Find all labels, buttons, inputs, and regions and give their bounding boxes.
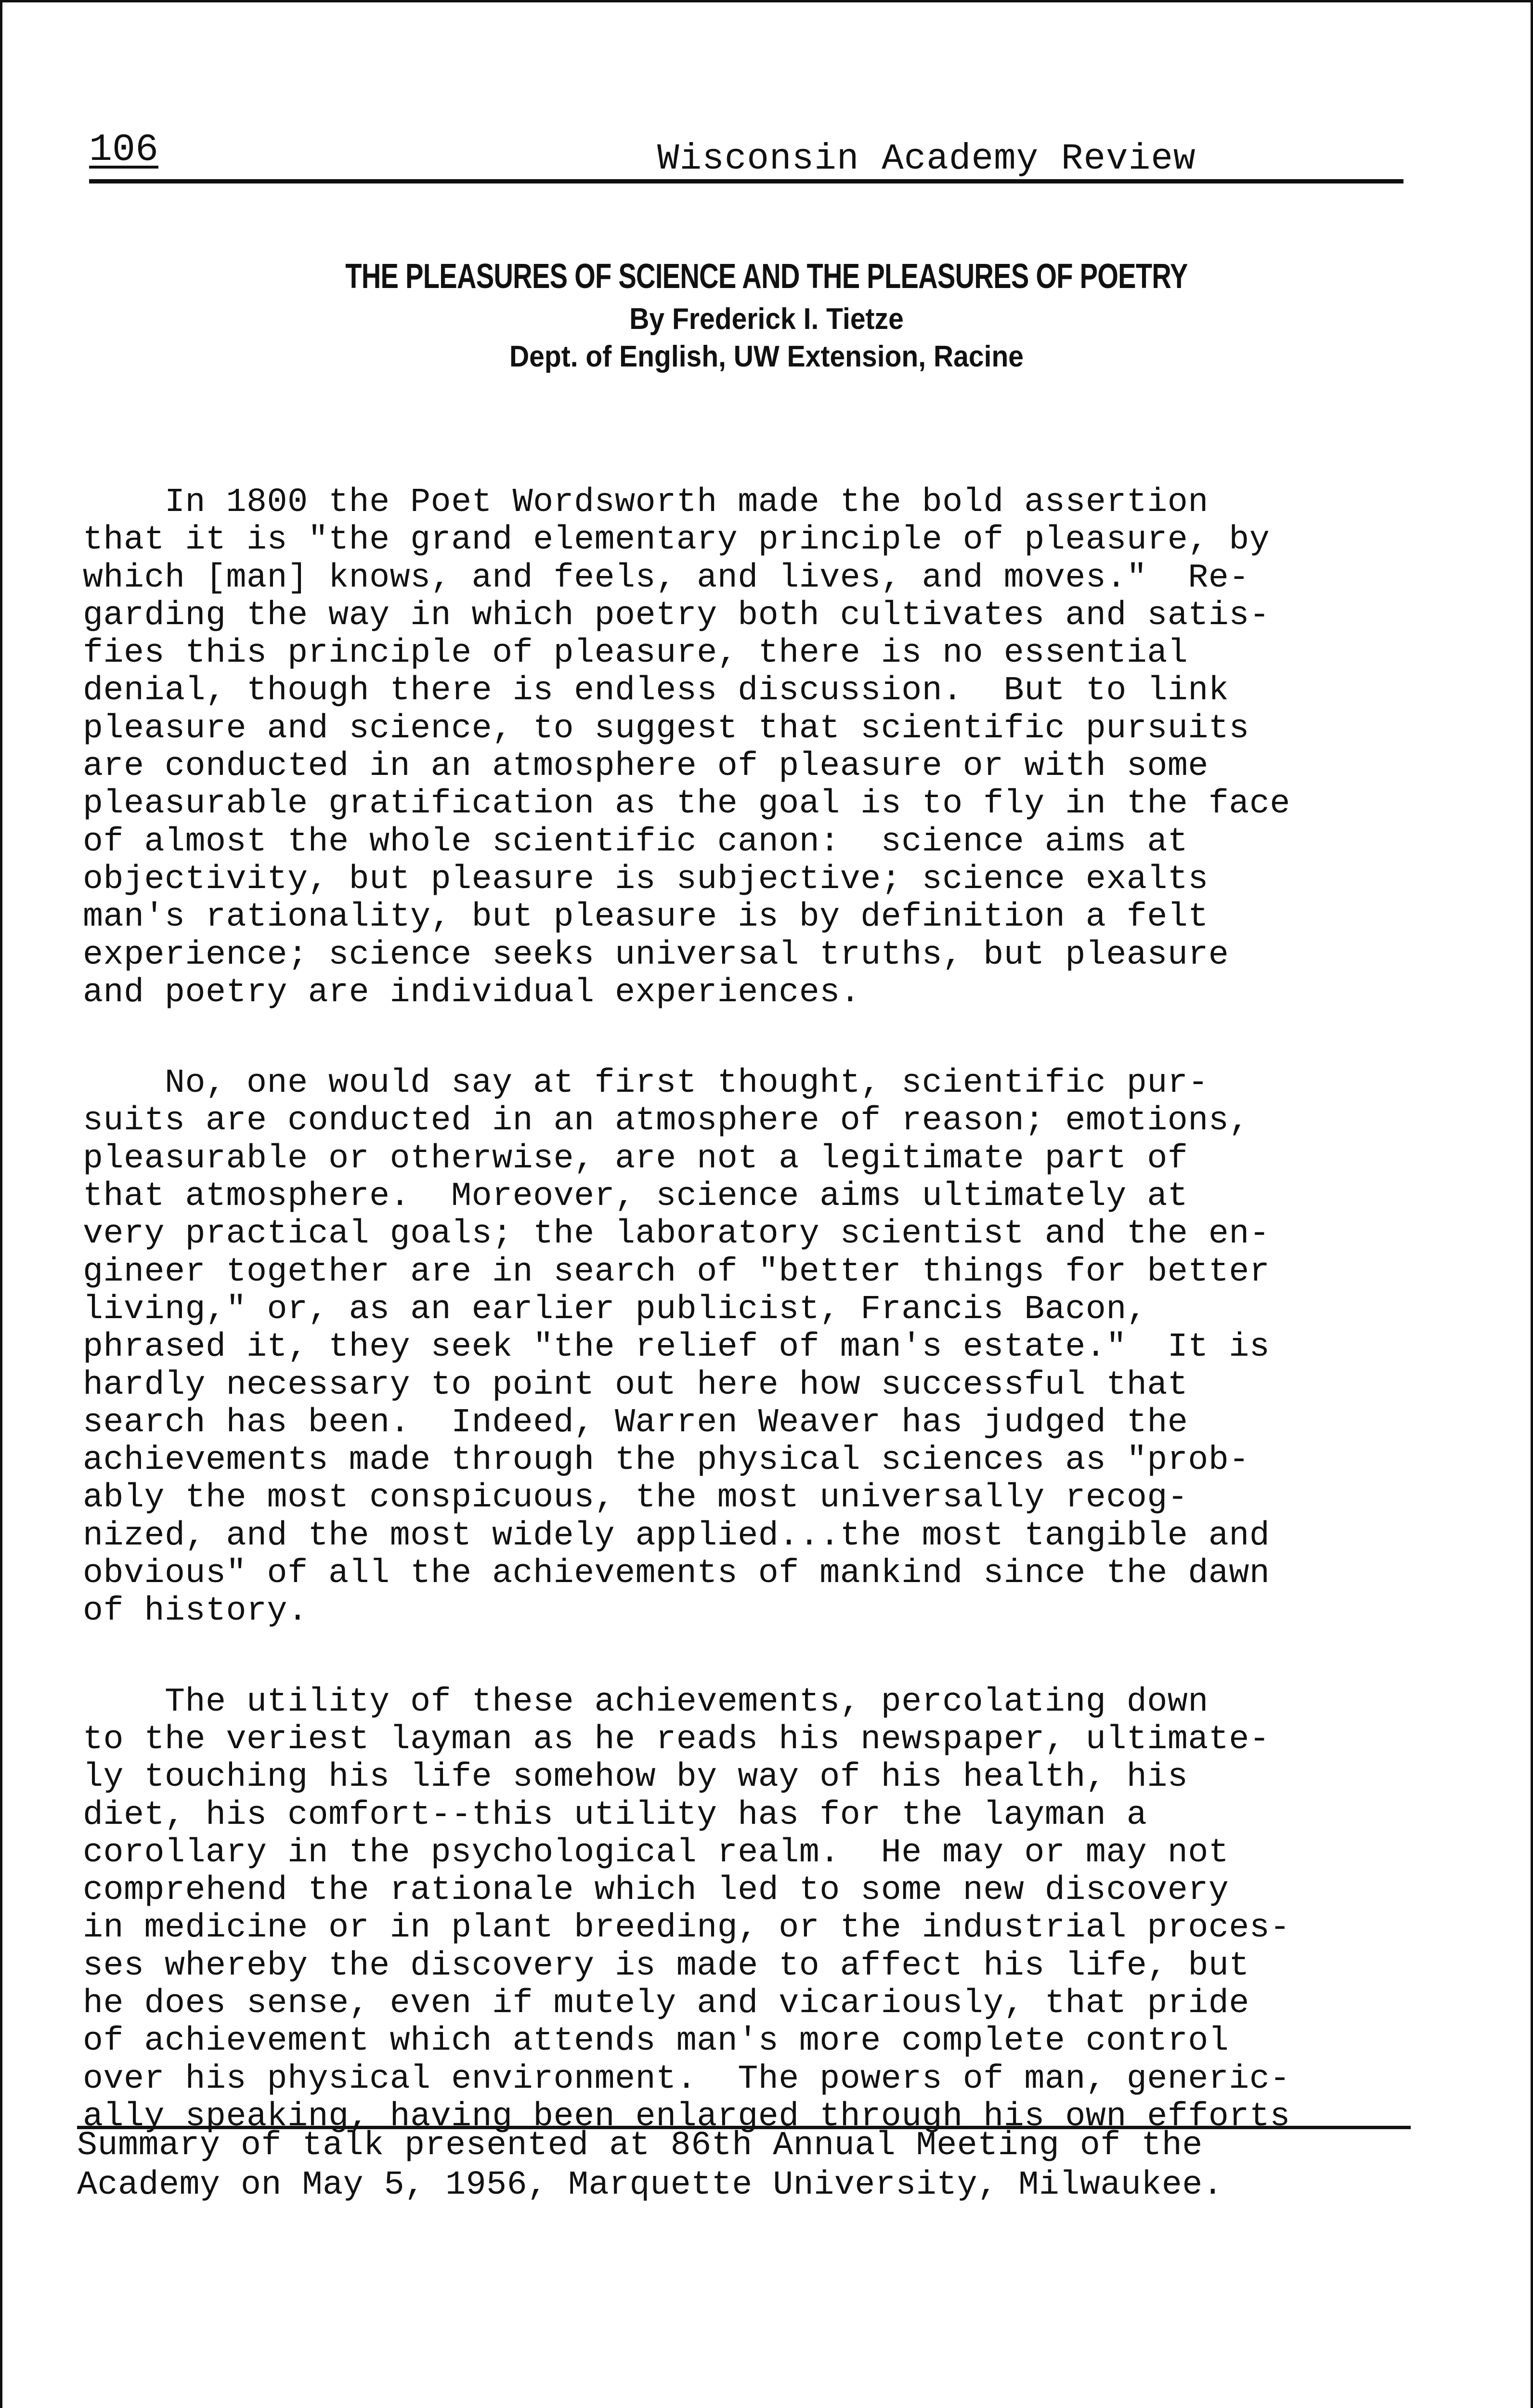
text-line: in medicine or in plant breeding, or the industrial proces- xyxy=(83,1909,1290,1948)
paragraph xyxy=(83,1684,1469,2136)
text-line: pleasurable gratification as the goal is to fly in the face xyxy=(83,785,1290,824)
footnote xyxy=(77,2126,1449,2205)
text-line: which [man] knows, and feels, and lives, and moves." Re- xyxy=(83,559,1249,597)
text-line: of history. xyxy=(83,1592,308,1631)
affiliation: Dept. of English, UW Extension, Racine xyxy=(509,340,1024,373)
text-line: he does sense, even if mutely and vicariously, that pride xyxy=(83,1984,1249,2023)
text-line: to the veriest layman as he reads his newspaper, ultimate- xyxy=(83,1720,1270,1759)
text-line: of almost the whole scientific canon: science aims at xyxy=(83,823,1188,861)
text-line: No, one would say at first thought, scientific pur- xyxy=(83,1064,1208,1103)
text-line: and poetry are individual experiences. xyxy=(83,973,861,1012)
running-head xyxy=(89,126,1403,183)
text-line: ly touching his life somehow by way of his health, his xyxy=(83,1758,1188,1797)
text-line: corollary in the psychological realm. He may or may not xyxy=(83,1833,1229,1872)
text-line: suits are conducted in an atmosphere of reason; emotions, xyxy=(83,1102,1249,1140)
text-line: ably the most conspicuous, the most universally recog- xyxy=(83,1479,1188,1518)
text-line: that it is "the grand elementary principle of pleasure, by xyxy=(83,521,1270,560)
article-heading xyxy=(0,255,1533,376)
text-line: living," or, as an earlier publicist, Francis Bacon, xyxy=(83,1290,1147,1329)
text-line: denial, though there is endless discussion. But to link xyxy=(83,672,1229,710)
paragraph xyxy=(83,1065,1469,1630)
text-line: ally speaking, having been enlarged through his own efforts xyxy=(83,2097,1290,2136)
journal-name: Wisconsin Academy Review xyxy=(657,138,1196,180)
page-number: 106 xyxy=(89,128,159,172)
text-line: The utility of these achievements, percolating down xyxy=(83,1683,1208,1721)
text-line: phrased it, they seek "the relief of man's estate." It is xyxy=(83,1328,1270,1367)
text-line: over his physical environment. The powers of man, generic- xyxy=(83,2060,1290,2098)
text-line: gineer together are in search of "better things for better xyxy=(83,1253,1270,1291)
text-line: obvious" of all the achievements of mankind since the dawn xyxy=(83,1555,1270,1593)
text-line: very practical goals; the laboratory scientist and the en- xyxy=(83,1215,1270,1254)
text-line: that atmosphere. Moreover, science aims ultimately at xyxy=(83,1178,1188,1216)
paragraph xyxy=(83,484,1469,1012)
text-line: garding the way in which poetry both cultivates and satis- xyxy=(83,596,1270,635)
text-line: pleasurable or otherwise, are not a legitimate part of xyxy=(83,1139,1188,1178)
article-body xyxy=(83,484,1469,2136)
text-line: experience; science seeks universal truths, but pleasure xyxy=(83,936,1229,974)
byline: By Frederick I. Tietze xyxy=(629,302,904,336)
text-line: hardly necessary to point out here how successful that xyxy=(83,1366,1188,1404)
text-line: objectivity, but pleasure is subjective; science exalts xyxy=(83,860,1208,899)
text-line: pleasure and science, to suggest that scientific pursuits xyxy=(83,709,1249,748)
text-line: are conducted in an atmosphere of pleasure or with some xyxy=(83,747,1208,786)
footnote-line: Summary of talk presented at 86th Annual Meeting of the xyxy=(77,2127,1203,2165)
text-line: diet, his comfort--this utility has for the layman a xyxy=(83,1796,1147,1834)
article-title: THE PLEASURES OF SCIENCE AND THE PLEASURES OF POETRY xyxy=(345,257,1188,296)
text-line: search has been. Indeed, Warren Weaver has judged the xyxy=(83,1403,1188,1442)
text-line: of achievement which attends man's more complete control xyxy=(83,2022,1229,2061)
text-line: fies this principle of pleasure, there is no essential xyxy=(83,634,1188,673)
text-line: man's rationality, but pleasure is by definition a felt xyxy=(83,898,1208,937)
text-line: In 1800 the Poet Wordsworth made the bold assertion xyxy=(83,484,1208,522)
text-line: achievements made through the physical sciences as "prob- xyxy=(83,1441,1249,1480)
footnote-line: Academy on May 5, 1956, Marquette University, Milwaukee. xyxy=(77,2166,1223,2204)
text-line: nized, and the most widely applied...the most tangible and xyxy=(83,1517,1270,1555)
text-line: comprehend the rationale which led to some new discovery xyxy=(83,1871,1229,1910)
text-line: ses whereby the discovery is made to affect his life, but xyxy=(83,1947,1249,1985)
